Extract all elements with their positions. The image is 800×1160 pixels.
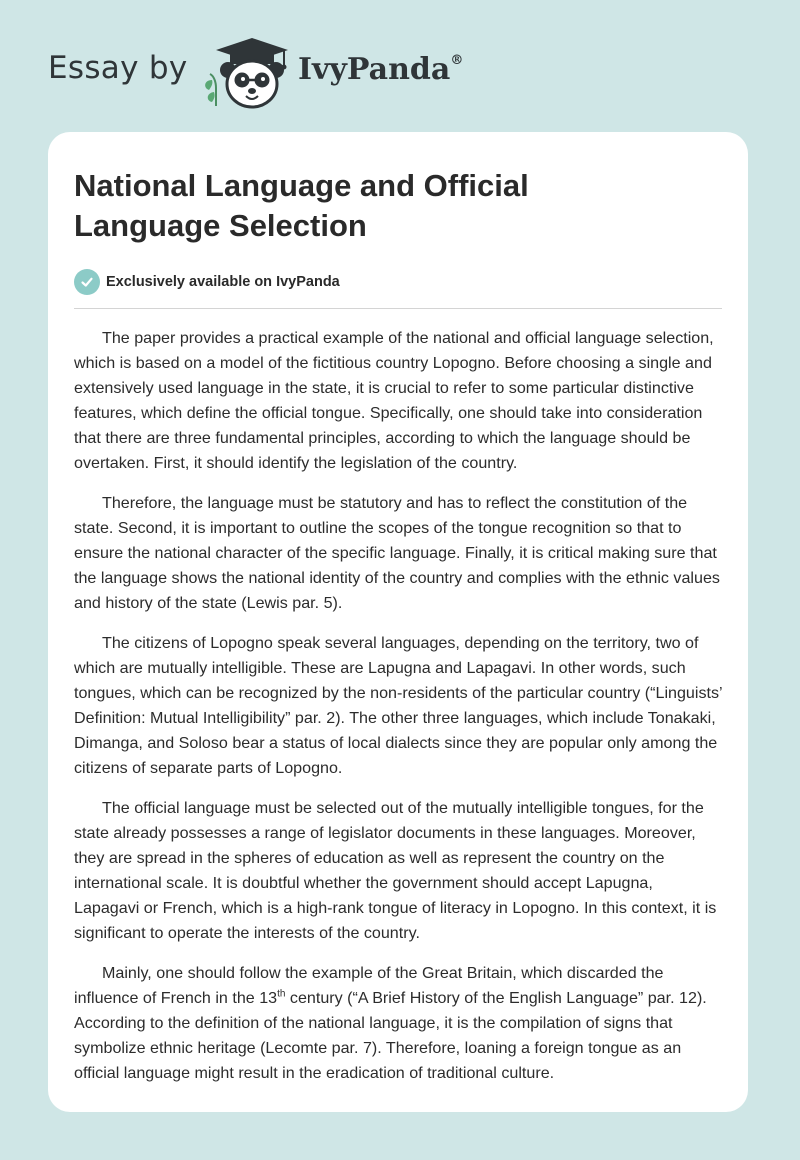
registered-mark: ® [450, 53, 464, 68]
paragraph-4: The official language must be selected out of the mutually intelligible tongues, for the state already possesses a range of legislator documents in these languages. Moreover, they are spread in the spheres of education as well as represent the country on the international scale. It is doubtful whether the government should accept Lapugna, Lapagavi or French, which is a high-rank tongue of literacy in Lopogno. In this context, it is significant to operate the interests of the country. [74, 799, 717, 942]
divider [74, 308, 722, 309]
paragraph-1: The paper provides a practical example of the national and official language selection, which is based on a model of the fictitious country Lopogno. Before choosing a single and extensively used language in the state, it is crucial to refer to some particular distinctive features, which define the official tongue. Specifically, one should take into consideration that there are three fundamental principles, according to which the language should be overtaken. First, it should identify the legislation of the country. [74, 329, 714, 472]
panda-logo-icon[interactable] [200, 36, 292, 110]
paragraph-5-part-1: Mainly, one should follow the example of the Great Britain, which discarded the influence of French in the 13 [74, 964, 664, 1007]
paragraph-3: The citizens of Lopogno speak several languages, depending on the territory, two of which are mutually intelligible. These are Lapugna and Lapagavi. In other words, such tongues, which can be recognized by the non-residents of the particular country (“Linguists’ Definition: Mutual Intelligibility” par. 2). The other three languages, which include Tonakaki, Dimanga, and Soloso bear a status of local dialects since they are popular only among the citizens of separate parts of Lopogno. [74, 634, 722, 777]
brand-name[interactable] [298, 52, 463, 87]
essay-body [74, 326, 722, 1086]
exclusive-label: Exclusively available on IvyPanda [106, 274, 340, 290]
site-header [0, 0, 800, 120]
essay-card [48, 132, 748, 1112]
paragraph-2: Therefore, the language must be statutory and has to reflect the constitution of the state. Second, it is important to outline the scopes of the tongue recognition so that to ensure the national character of the specific language. Finally, it is critical making sure that the language shows the national identity of the country and complies with the ethnic values and history of the state (Lewis par. 5). [74, 494, 720, 612]
check-icon [74, 269, 100, 295]
essay-title: National Language and Official Language Selection [74, 168, 529, 243]
exclusive-badge [74, 268, 722, 296]
brand-label: IvyPanda [298, 52, 451, 87]
paragraph-5 [74, 961, 722, 1086]
ordinal-suffix: th [277, 988, 286, 1000]
essay-by-label: Essay by [48, 50, 188, 86]
paragraph-5-part-2: century (“A Brief History of the English Language” par. 12). According to the definition of the national language, it is the compilation of signs that symbolize ethnic heritage (Lecomte par. 7). Therefore, loaning a foreign tongue as an official language might result in the eradication of traditional culture. [74, 989, 707, 1082]
